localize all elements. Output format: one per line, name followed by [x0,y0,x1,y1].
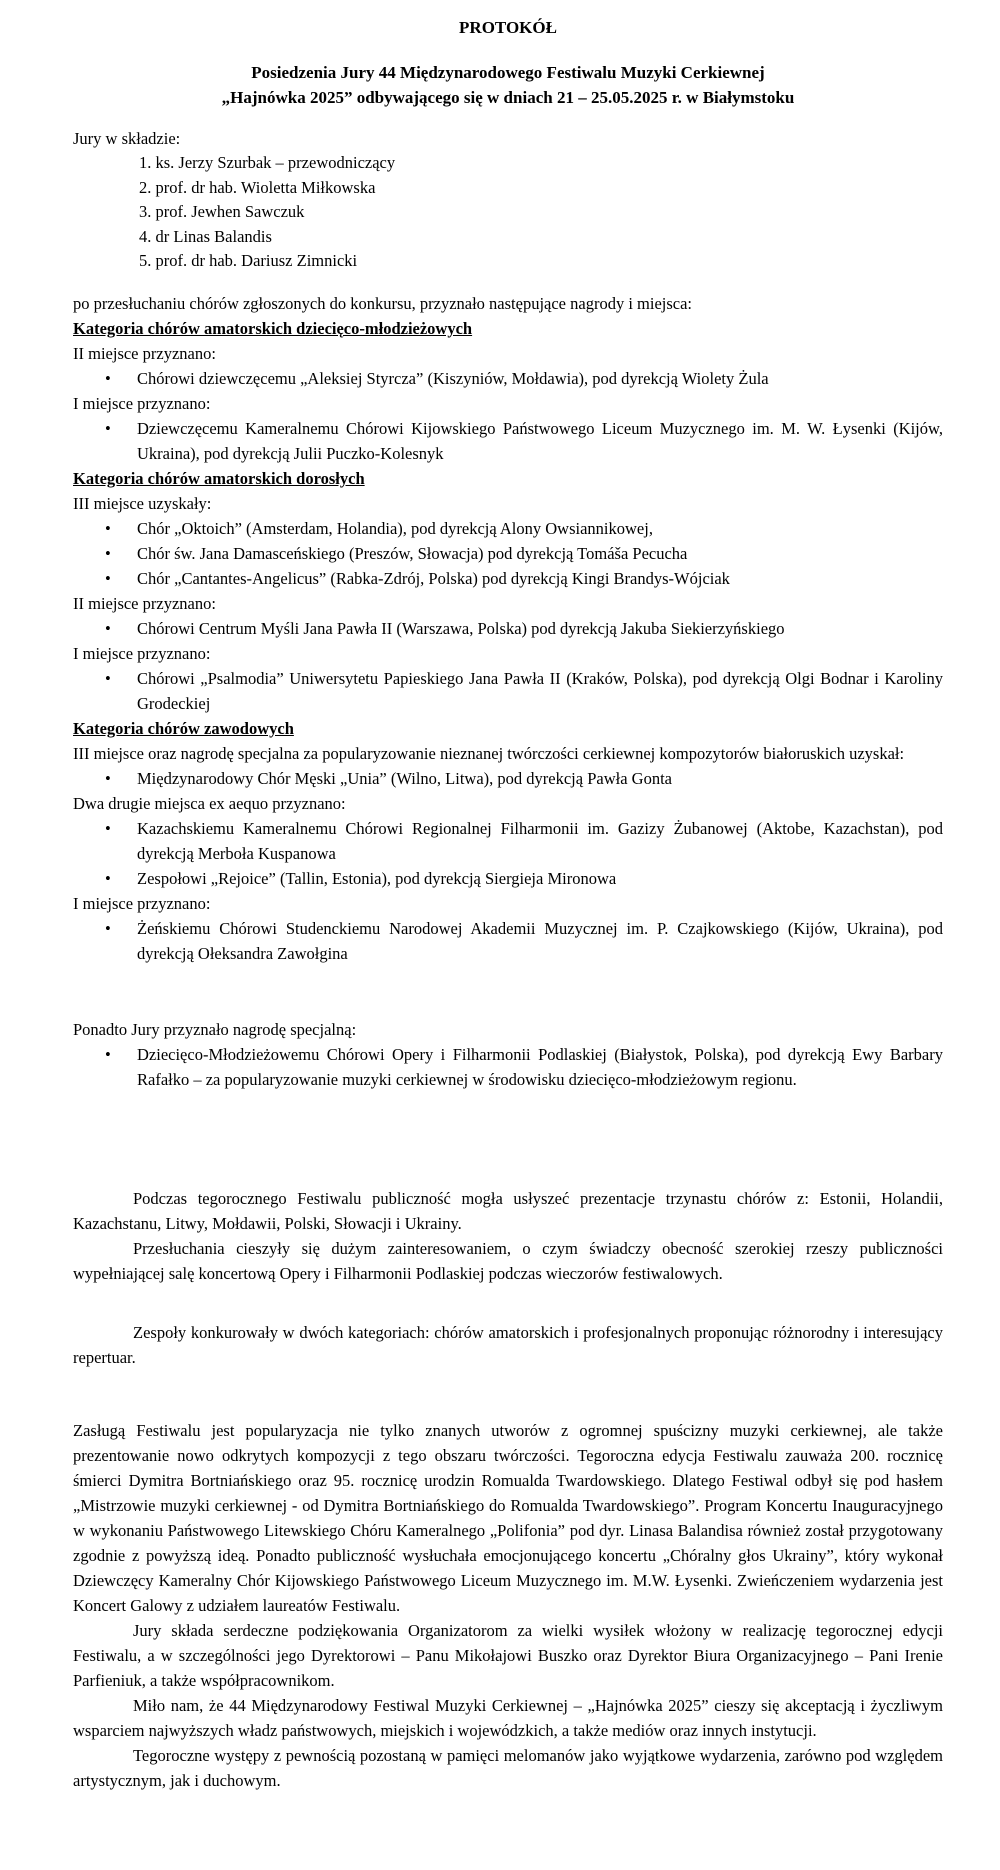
place-label: II miejsce przyznano: [73,594,216,613]
place-label: II miejsce przyznano: [73,344,216,363]
paragraph: Przesłuchania cieszyły się dużym zainteresowaniem, o czym świadczy obecność szerokiej rzeszy publiczności wypełniającej salę koncertową Opery i Filharmonii Podlaskiej podczas wieczorów festiwalowych. [73,1239,943,1283]
special-intro: Ponadto Jury przyznało nagrodę specjalną: [73,1020,357,1039]
category-heading: Kategoria chórów amatorskich dziecięco-młodzieżowych [73,319,473,338]
award-item: • Żeńskiemu Chórowi Studenckiemu Narodowej Akademii Muzycznej im. P. Czajkowskiego (Kijów, Ukraina), pod dyrekcją Ołeksandra Zawołgina [137,916,943,966]
award-list [73,666,943,716]
special-award-section [73,1017,943,1092]
award-item: • Dziewczęcemu Kameralnemu Chórowi Kijowskiego Państwowego Liceum Muzycznego im. M. W. Łysenki (Kijów, Ukraina), pod dyrekcją Julii Puczko-Kolesnyk [137,416,943,466]
jury-list [73,151,943,274]
subtitle-line-1: Posiedzenia Jury 44 Międzynarodowego Festiwalu Muzyki Cerkiewnej [251,63,765,82]
award-list [73,416,943,466]
awards-intro: po przesłuchaniu chórów zgłoszonych do konkursu, przyznało następujące nagrody i miejsca: [73,294,693,313]
place-label: III miejsce oraz nagrodę specjalna za popularyzowanie nieznanej twórczości cerkiewnej kompozytorów białoruskich uzyskał: [73,744,905,763]
category-heading: Kategoria chórów amatorskich dorosłych [73,469,365,488]
paragraph: Zespoły konkurowały w dwóch kategoriach: chórów amatorskich i profesjonalnych proponując różnorodny i interesujący repertuar. [73,1323,943,1367]
subtitle-line-2: „Hajnówka 2025” odbywającego się w dniach 21 – 25.05.2025 r. w Białymstoku [221,88,795,107]
paragraph: Miło nam, że 44 Międzynarodowy Festiwal Muzyki Cerkiewnej – „Hajnówka 2025” cieszy się akceptacją i życzliwym wsparciem najwyższych władz państwowych, miejskich i wojewódzkich, a także mediów oraz innych instytucji. [73,1696,943,1740]
jury-member: 3. prof. Jewhen Sawczuk [139,202,305,222]
place-label: Dwa drugie miejsca ex aequo przyznano: [73,794,346,813]
award-item: • Chór „Oktoich” (Amsterdam, Holandia), pod dyrekcją Alony Owsiannikowej, [137,516,943,541]
jury-member: 1. ks. Jerzy Szurbak – przewodniczący [139,153,396,172]
paragraph: Jury składa serdeczne podziękowania Organizatorom za wielki wysiłek włożony w realizację tegorocznej edycji Festiwalu, a w szczególności jego Dyrektorowi – Panu Mikołajowi Buszko oraz Dyrektor Biura Organizacyjnego – Pani Irenie Parfieniuk, a także współpracownikom. [73,1621,943,1690]
award-list [73,516,943,591]
special-award-list [73,1042,943,1092]
place-label: I miejsce przyznano: [73,644,211,663]
special-award-item: • Dziecięco-Młodzieżowemu Chórowi Opery i Filharmonii Podlaskiej (Białystok, Polska), pod dyrekcją Ewy Barbary Rafałko – za popularyzowanie muzyki cerkiewnej w środowisku dziecięco-młodzieżowym regionu. [137,1042,943,1092]
document-title: PROTOKÓŁ [459,18,557,37]
jury-section [73,126,943,274]
award-list [73,766,943,791]
paragraph: Zasługą Festiwalu jest popularyzacja nie tylko znanych utworów z ogromnej spuścizny muzyki cerkiewnej, ale także prezentowanie nowo odkrytych kompozycji z tego obszaru twórczości. Tegoroczna edycja Festiwalu zauważa 200. rocznicę śmierci Dymitra Bortniańskiego oraz 95. rocznicę urodzin Romualda Twardowskiego. Dlatego Festiwal odbył się pod hasłem „Mistrzowie muzyki cerkiewnej - od Dymitra Bortniańskiego do Romualda Twardowskiego”. Program Koncertu Inauguracyjnego w wykonaniu Państwowego Litewskiego Chóru Kameralnego „Polifonia” pod dyr. Linasa Balandisa również został przygotowany zgodnie z powyższą ideą. Ponadto publiczność wysłuchała emocjonującego koncertu „Chóralny głos Ukrainy”, który wykonał Dziewczęcy Kameralny Chór Kijowskiego Państwowego Liceum Muzycznego im. M.W. Łysenki. Zwieńczeniem wydarzenia jest Koncert Galowy z udziałem laureatów Festiwalu. [73,1421,943,1615]
summary-section-3 [73,1418,943,1793]
jury-member: 2. prof. dr hab. Wioletta Miłkowska [139,177,376,197]
award-item: • Chórowi Centrum Myśli Jana Pawła II (Warszawa, Polska) pod dyrekcją Jakuba Siekierzyńskiego [137,616,943,641]
award-item: • Chórowi dziewczęcemu „Aleksiej Styrcza” (Kiszyniów, Mołdawia), pod dyrekcją Wiolety Żula [137,366,943,391]
jury-member: 5. prof. dr hab. Dariusz Zimnicki [139,251,358,271]
jury-member: 4. dr Linas Balandis [139,226,272,246]
awards-section [73,291,943,966]
summary-section-1 [73,1186,943,1286]
award-item: • Międzynarodowy Chór Męski „Unia” (Wilno, Litwa), pod dyrekcją Pawła Gonta [137,766,943,791]
award-list [73,816,943,891]
award-item: • Chórowi „Psalmodia” Uniwersytetu Papieskiego Jana Pawła II (Kraków, Polska), pod dyrekcją Olgi Bodnar i Karoliny Grodeckiej [137,666,943,716]
award-list [73,616,943,641]
place-label: III miejsce uzyskały: [73,494,212,513]
place-label: I miejsce przyznano: [73,894,211,913]
award-list [73,366,943,391]
award-item: • Zespołowi „Rejoice” (Tallin, Estonia), pod dyrekcją Siergieja Mironowa [137,866,943,891]
award-item: • Chór „Cantantes-Angelicus” (Rabka-Zdrój, Polska) pod dyrekcją Kingi Brandys-Wójciak [137,566,943,591]
award-item: • Chór św. Jana Damasceńskiego (Preszów, Słowacja) pod dyrekcją Tomáša Pecucha [137,541,943,566]
paragraph: Podczas tegorocznego Festiwalu publiczność mogła usłyszeć prezentacje trzynastu chórów z: Estonii, Holandii, Kazachstanu, Litwy, Mołdawii, Polski, Słowacji i Ukrainy. [73,1189,943,1233]
category-heading: Kategoria chórów zawodowych [73,719,294,738]
award-list [73,916,943,966]
jury-intro: Jury w składzie: [73,129,181,148]
summary-section-2 [73,1320,943,1370]
award-item: • Kazachskiemu Kameralnemu Chórowi Regionalnej Filharmonii im. Gazizy Żubanowej (Aktobe, Kazachstan), pod dyrekcją Merboła Kuspanowa [137,816,943,866]
place-label: I miejsce przyznano: [73,394,211,413]
paragraph: Tegoroczne występy z pewnością pozostaną w pamięci melomanów jako wyjątkowe wydarzenia, zarówno pod względem artystycznym, jak i duchowym. [73,1746,943,1790]
document-subtitle [73,60,943,110]
